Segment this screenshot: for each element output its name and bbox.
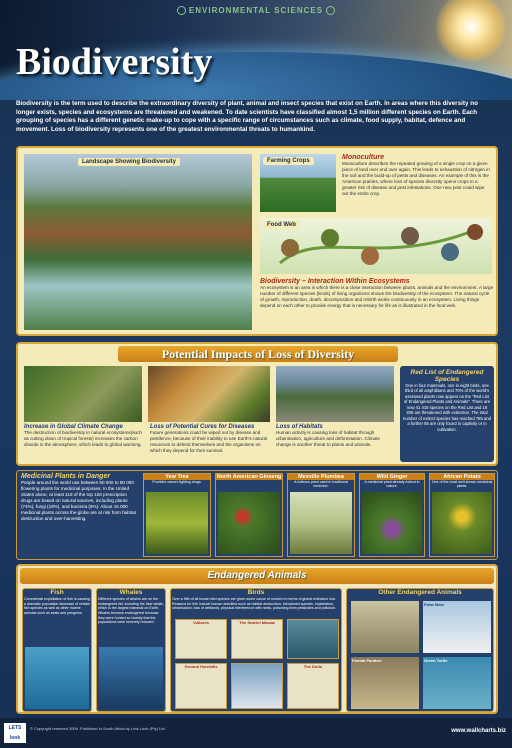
interaction-text: An ecosystem is an area in which there is a close interaction between plants, animals and the environment. A large number of different species (kinds) of living organisms shows the biodiversity of the ecosystem. The natural cycle of growth, reproduction, death, decomposition and rebirth works continuously in an ecosystem. Living things depend on each other to provide energy that is necessary for life as is illustrated in the food web. (260, 285, 494, 308)
bird-card (175, 663, 227, 709)
monoculture-heading: Monoculture (342, 154, 384, 161)
other-animals-section (346, 588, 494, 712)
farming-photo (260, 154, 336, 212)
red-list-text: One in four mammals, one in eight birds, one third of all amphibians and 70% of the world's assessed plants now appear on the "Red List of Endangered Plants and Animals". There are now 41 415 species on the Red List and 16 306 are threatened with extinction. The total number of extinct species has reached 785 and a further 65 are only found in captivity or in cultivation. (403, 383, 491, 432)
plant-caption: A bulbous plant used in traditional medicine. (294, 480, 348, 488)
medicinal-intro (21, 473, 139, 522)
bird-name: The Dodo (303, 664, 323, 669)
food-web-label: Food Web (263, 221, 300, 229)
publisher-logo (4, 723, 26, 743)
impacts-banner: Potential Impacts of Loss of Diversity (118, 346, 398, 362)
endangered-panel (16, 564, 498, 714)
copyright-text: © Copyright reserved 2009. Published in South Africa by Lets Look (Pty) Ltd. (30, 726, 166, 731)
bird-card (231, 619, 283, 659)
peacock-photo (287, 619, 339, 659)
whales-text: Different species of whales are on the endangered list, including the blue whale, which is the largest mammal on Earth. Whales became endangered because they were hunted so heavily that the populations were severely reduced. (98, 597, 164, 625)
other-heading: Other Endangered Animals (378, 589, 462, 596)
plant-name: North American Ginseng (216, 474, 282, 480)
food-web-illustration (260, 218, 492, 274)
whales-section (96, 588, 166, 712)
animal-name: Polar Bear (424, 602, 445, 607)
interaction-heading: Biodiversity – Interaction Within Ecosystems (260, 278, 410, 285)
impact-climate-heading: Increase in Global Climate Change (24, 424, 123, 430)
fish-heading: Fish (50, 589, 64, 596)
website-link[interactable]: www.wallcharts.biz (451, 728, 506, 734)
african-potato-photo (432, 492, 492, 554)
plant-card (143, 473, 211, 557)
plant-card (287, 473, 355, 557)
polar-bear-photo (423, 601, 491, 653)
fish-section (22, 588, 92, 712)
swan-photo (231, 663, 283, 709)
whales-heading: Whales (119, 589, 143, 596)
monoculture-box (342, 154, 492, 214)
plant-name: African Potato (430, 474, 494, 480)
rhino-photo (351, 601, 419, 653)
plant-name: Wild Ginger (360, 474, 424, 480)
animal-name: Green Turtle (424, 658, 448, 663)
ecosystem-panel (16, 146, 498, 336)
header (0, 0, 512, 100)
mexville-plumbea-photo (290, 492, 352, 554)
plant-caption: A medicinal plant already extinct in nature. (364, 480, 420, 488)
landscape-photo (24, 154, 252, 330)
landscape-label: Landscape Showing Biodiversity (78, 158, 180, 166)
animal-name: Florida Panther (352, 658, 382, 663)
impact-climate (24, 424, 144, 448)
plant-caption: One of the most well-known medicinal plants. (431, 480, 493, 488)
food-web-diagram (260, 218, 492, 274)
series-brand (0, 6, 512, 15)
bird-name: The Scarlet Macaw (239, 620, 275, 625)
impact-climate-text: The destruction of biodiversity in natural ecosystems(such as cutting down of tropical forests) increases the carbon dioxide in the atmosphere, which leads to global warming. (24, 430, 142, 447)
impact-cures-text: Future generations could be wiped out by disease and pestilence, because of their inability to use Earth's natural resources to defend themselves and the organisms on which they depend for their survival. (150, 430, 268, 453)
monoculture-text: Monoculture describes the repeated growing of a single crop on a given piece of land over and over again. This leads to exhaustion of nitrogen in the soil and the build-up of pests and diseases. An example of this is the American prairies, where loss of species diversity opens crops to a greater risk of disease and pest infestations. One new pest could wipe out the entire crop. (342, 161, 490, 196)
endangered-banner: Endangered Animals (20, 568, 494, 584)
medicinal-text: People around the world use between 50 000 to 80 000 flowering plants for medicinal purposes. In the United States alone, at least 118 of the top 150 prescription drugs are based on natural sources, including plants (74%), fungi (18%), and bacteria (5%). About 15 000 medicinal plants across the globe are at risk from habitat destruction and over-harvesting. (21, 480, 136, 521)
panther-photo (351, 657, 419, 709)
interaction-box (260, 278, 494, 330)
plant-card (429, 473, 495, 557)
yew-tree-photo (146, 492, 208, 554)
brand-text: ENVIRONMENTAL SCIENCES (188, 6, 324, 15)
bird-name: Vultures (193, 620, 209, 625)
impact-habitats-heading: Loss of Habitats (276, 424, 323, 430)
impact-cures (150, 424, 272, 454)
impact-habitats-text: Human activity is causing loss of habitat through urbanisation, agriculture and deforestation. Climate change is another threat to plants and animals. (276, 430, 380, 447)
birds-section (170, 588, 342, 712)
plant-name: Mexville Plumbea (288, 474, 354, 480)
impacts-panel (16, 342, 498, 466)
wild-ginger-photo (362, 492, 422, 554)
plant-card (359, 473, 425, 557)
plant-caption: Provides cancer-fighting drugs. (152, 480, 202, 484)
urban-photo (276, 366, 394, 422)
leaf-icon (326, 6, 335, 15)
whale-photo (99, 647, 163, 709)
impact-cures-heading: Loss of Potential Cures for Diseases (150, 424, 255, 430)
ginseng-photo (218, 492, 280, 554)
logo-bottom: look (9, 735, 21, 741)
logo-top: LETS (8, 725, 22, 731)
fish-text: Commercial exploitation of fish is causing a dramatic population decrease of certain fish species as well as other marine animals such as seals and penguins. (24, 597, 90, 616)
herbs-photo (148, 366, 270, 422)
fish-photo (25, 647, 89, 709)
intro-text: Biodiversity is the term used to describe the extraordinary diversity of plant, animal and insect species that exist on Earth. In areas where this diversity no longer exists, species and ecosystems are threatened and weakened. To date scientists have classified almost 1,5 million different species on Earth. Each grouping of species has a different genetic make-up to cope with a specific range of circumstances such as climate, food supply, habitat, defence and movement. Loss of biodiversity represents one of the greatest environmental threats to humankind. (16, 100, 478, 133)
leaf-icon (177, 6, 186, 15)
farming-label: Farming Crops (263, 157, 314, 165)
birds-text: Over a fifth of all known bird species are given some cause of concern in terms of global extinction risk. Reasons for this include human activities such as habitat destruction, introduced species, exploitation, urbanisation, loss of wetlands, physical interference with nests, poisoning from pesticides and pollution. (172, 597, 337, 611)
bird-card (287, 663, 339, 709)
bird-card (175, 619, 227, 659)
birds-heading: Birds (247, 589, 265, 596)
plant-name: Yew Tree (144, 474, 210, 480)
bird-name: Ground Hornbills (184, 664, 218, 669)
impact-habitats (276, 424, 394, 448)
red-list-box (400, 366, 494, 462)
medicinal-panel (16, 470, 498, 560)
red-list-heading: Red List of Endangered Species (410, 369, 484, 383)
forest-aerial-photo (24, 366, 142, 422)
plant-card (215, 473, 283, 557)
footer (0, 718, 512, 748)
page-title: Biodiversity (16, 41, 213, 83)
medicinal-heading: Medicinal Plants in Danger (21, 473, 111, 480)
turtle-photo (423, 657, 491, 709)
